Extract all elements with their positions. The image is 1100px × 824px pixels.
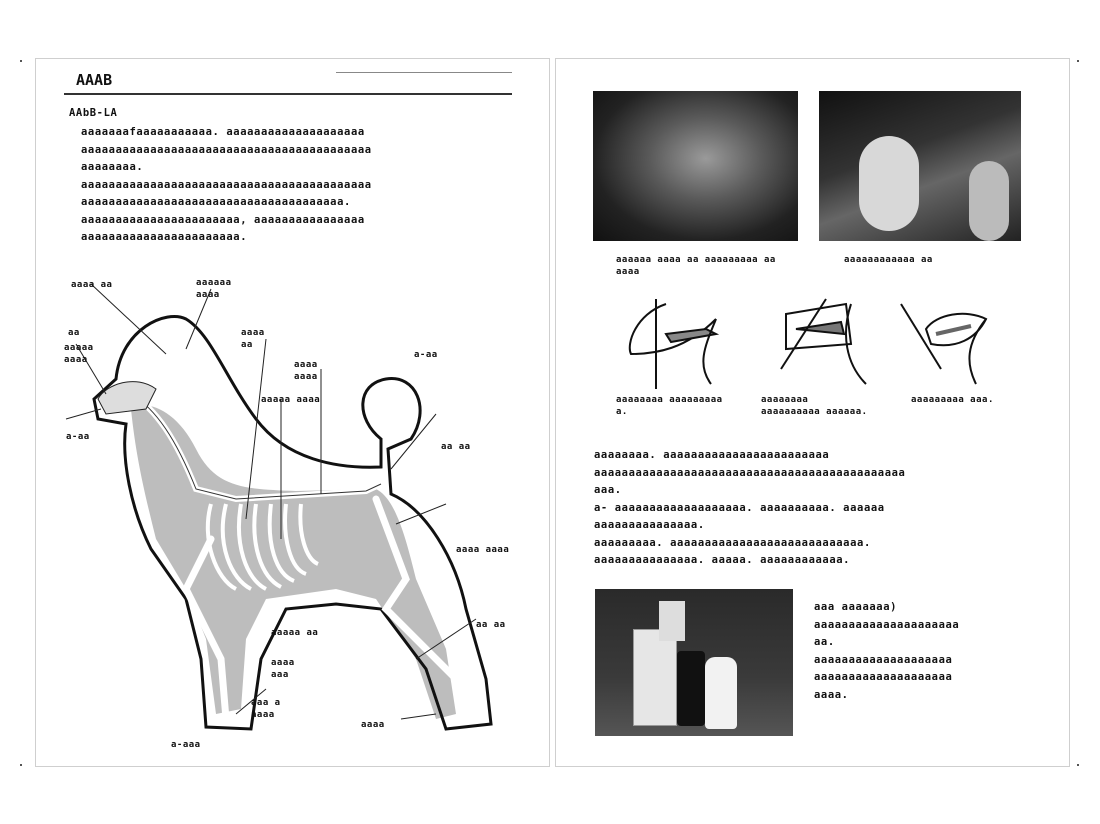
figure-caption: aaaaaaaa aaaaaaaaaa aaaaaa.	[761, 395, 868, 417]
left-page	[35, 58, 550, 767]
diagram-label: aaaa aaaa	[294, 360, 318, 382]
body-paragraph	[594, 447, 905, 570]
diagram-label: a-aa	[66, 432, 90, 442]
text-line: aaaaaaaaaaaaaaaaaaaaaaaaaaaaaaaaaaaaaaaaaaaaa	[594, 466, 906, 479]
heading-rule	[64, 93, 512, 95]
heading-rule-thin	[336, 72, 512, 73]
ear-figure-2	[781, 299, 866, 384]
diagram-label: aaaaaa aaaa	[196, 278, 232, 300]
text-line: aaa aaaaaaa)	[814, 600, 898, 614]
dog-anatomy-diagram	[36, 259, 549, 759]
diagram-label: aaaaa aa	[271, 628, 319, 638]
text-line: aaaaaaaaaaaaaaaaaaaaaaa.	[81, 230, 248, 244]
photo-caption: aaaaaaaaaaaa aa	[844, 255, 933, 265]
right-page	[555, 58, 1070, 767]
text-line: a- aaaaaaaaaaaaaaaaaaa. aaaaaaaaaa. aaaaaa	[594, 501, 885, 514]
diagram-label: aaaa aaaa	[456, 545, 510, 555]
photo-ear-cleaner-products	[595, 589, 793, 736]
text-line: aaaaaaaa.	[81, 160, 144, 174]
photo-ear-cleaning-2	[819, 91, 1021, 241]
diagram-label: a-aa	[414, 350, 438, 360]
page-heading: AAAB	[76, 71, 113, 89]
diagram-label: aaaaa aaaa	[64, 343, 94, 365]
text-line: aaaaaaaaaaaaaaaaaaaa	[814, 670, 953, 684]
figure-caption: aaaaaaaa aaaaaaaaa a.	[616, 395, 723, 417]
ear-canal-figures	[616, 294, 1016, 394]
section-subheading: AAbB-LA	[69, 106, 118, 120]
text-line: aaaaaaaaaaaaaaa. aaaaa. aaaaaaaaaaaa.	[594, 553, 851, 567]
text-line: aaaaaaaaa. aaaaaaaaaaaaaaaaaaaaaaaaaaaa.	[594, 536, 871, 549]
photo-caption: aaaaaa aaaa aa aaaaaaaaa aa aaaa	[616, 255, 776, 277]
diagram-label: a-aaa	[171, 740, 201, 750]
diagram-label: aaaa aaa	[271, 658, 295, 680]
diagram-label: aaaa aa	[241, 328, 265, 350]
text-line: aaaaaaaaaaaaaaa.	[594, 518, 705, 532]
text-line: aaaa.	[814, 688, 849, 701]
diagram-label: aaa a aaaa	[251, 698, 281, 720]
text-line: aaa.	[594, 483, 622, 497]
photo-ear-cleaning-1	[593, 91, 798, 241]
diagram-label: aaaa aa	[71, 280, 113, 290]
intro-paragraph	[81, 124, 372, 247]
text-line: aaaaaaaa. aaaaaaaaaaaaaaaaaaaaaaaa	[594, 448, 830, 462]
text-line: aaaaaaaaaaaaaaaaaaaaa	[814, 618, 960, 631]
diagram-label: aa	[68, 328, 80, 338]
text-line: aaaaaaaaaaaaaaaaaaaaaaa, aaaaaaaaaaaaaaaa	[81, 213, 365, 226]
ear-figure-3	[901, 304, 986, 384]
ear-figure-1	[630, 299, 716, 389]
text-line: aaaaaaaaaaaaaaaaaaaaaaaaaaaaaaaaaaaaaaaaaa	[81, 143, 372, 156]
text-line: aaaaaaaaaaaaaaaaaaaaaaaaaaaaaaaaaaaaaaaaaa	[81, 178, 372, 191]
text-line: aaaaaaafaaaaaaaaaaa. aaaaaaaaaaaaaaaaaaaa	[81, 125, 365, 139]
diagram-label: aaaa	[361, 720, 385, 730]
text-line: aa.	[814, 635, 835, 649]
text-line: aaaaaaaaaaaaaaaaaaaa	[814, 653, 953, 666]
diagram-label: aa aa	[476, 620, 506, 630]
figure-caption: aaaaaaaaa aaa.	[911, 395, 994, 405]
diagram-label: aa aa	[441, 442, 471, 452]
text-line: aaaaaaaaaaaaaaaaaaaaaaaaaaaaaaaaaaaaaa.	[81, 195, 351, 209]
diagram-label: aaaaa aaaa	[261, 395, 321, 405]
product-caption	[814, 599, 959, 704]
